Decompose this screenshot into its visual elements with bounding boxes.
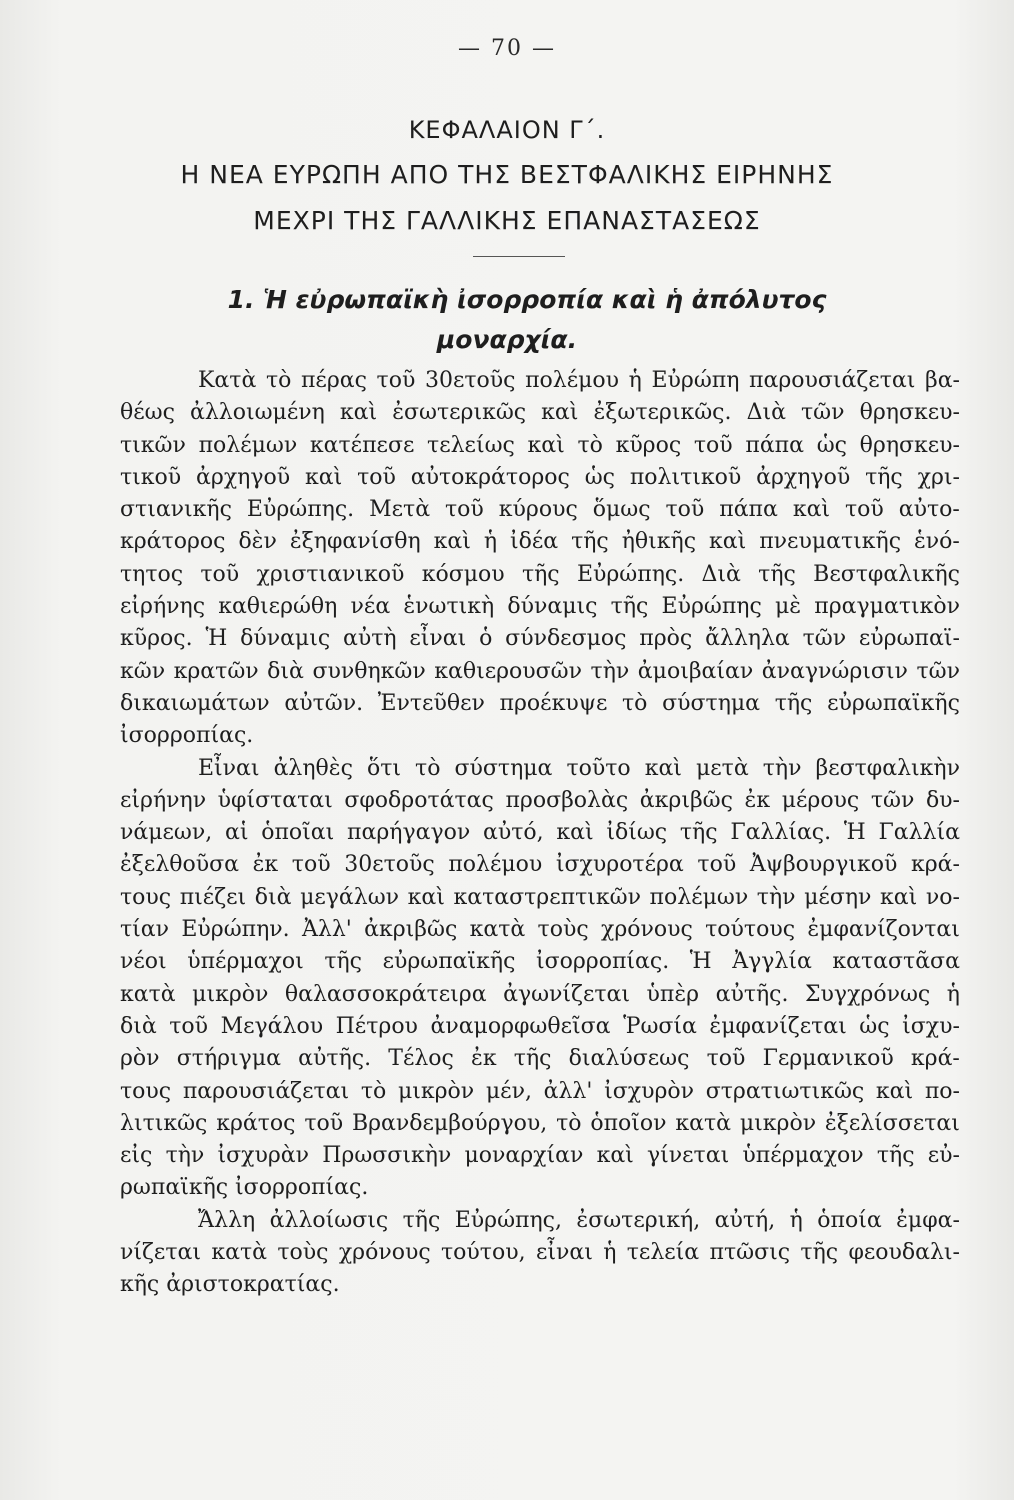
text-line: νίζεται κατὰ τοὺς χρόνους τούτου, εἶναι ἡ τελεία πτῶσις τῆς φεουδαλι- [120, 1240, 960, 1266]
text-line: θέως ἀλλοιωμένη καὶ ἐσωτερικῶς καὶ ἐξωτερικῶς. Διὰ τῶν θρησκευ- [120, 400, 960, 426]
text-line: Κατὰ τὸ πέρας τοῦ 30ετοῦς πολέμου ἡ Εὐρώπη παρουσιάζεται βα- [198, 368, 960, 393]
text-line: ρὸν στήριγμα αὐτῆς. Τέλος ἐκ τῆς διαλύσεως τοῦ Γερμανικοῦ κρά- [120, 1046, 960, 1072]
text-line: τους πιέζει διὰ μεγάλων καὶ καταστρεπτικῶν πολέμων τὴν μέσην καὶ νο- [120, 884, 960, 910]
title-divider [473, 256, 565, 257]
text-line: ρωπαϊκῆς ἰσορροπίας. [120, 1175, 369, 1201]
body-text [120, 365, 960, 1302]
text-line: κῶν κρατῶν διὰ συνθηκῶν καθιερουσῶν τὴν ἀμοιβαίαν ἀναγνώρισιν τῶν [120, 658, 960, 684]
text-line: διὰ τοῦ Μεγάλου Πέτρου ἀναμορφωθεῖσα Ῥωσία ἐμφανίζεται ὡς ἰσχυ- [120, 1013, 960, 1039]
text-line: δικαιωμάτων αὐτῶν. Ἐντεῦθεν προέκυψε τὸ σύστημα τῆς εὐρωπαϊκῆς [120, 690, 960, 716]
text-line: ἰσορροπίας. [120, 723, 254, 749]
chapter-heading: ΚΕΦΑΛΑΙΟΝ Γ΄. [408, 116, 606, 144]
text-line: κράτορος δὲν ἐξηφανίσθη καὶ ἡ ἰδέα τῆς ἠθικῆς καὶ πνευματικῆς ἑνό- [120, 529, 960, 555]
section-heading-line-2: μοναρχία. [436, 325, 578, 354]
text-line: εἰρήνης καθιερώθη νέα ἑνωτικὴ δύναμις τῆς Εὐρώπης μὲ πραγματικὸν [120, 594, 960, 620]
text-line: τίαν Εὐρώπην. Ἀλλ' ἀκριβῶς κατὰ τοὺς χρόνους τούτους ἐμφανίζονται [120, 917, 960, 943]
chapter-title-line-1: Η ΝΕΑ ΕΥΡΩΠΗ ΑΠΟ ΤΗΣ ΒΕΣΤΦΑΛΙΚΗΣ ΕΙΡΗΝΗΣ [180, 160, 834, 189]
text-line: ἐξελθοῦσα ἐκ τοῦ 30ετοῦς πολέμου ἰσχυροτέρα τοῦ Ἀψβουργικοῦ κρά- [120, 852, 960, 878]
text-line: στιανικῆς Εὐρώπης. Μετὰ τοῦ κύρους ὅμως τοῦ πάπα καὶ τοῦ αὐτο- [120, 497, 960, 523]
text-line: εἰρήνην ὑφίσταται σφοδροτάτας προσβολὰς ἀκριβῶς ἐκ μέρους τῶν δυ- [120, 787, 960, 813]
text-line: τητος τοῦ χριστιανικοῦ κόσμου τῆς Εὐρώπης. Διὰ τῆς Βεστφαλικῆς [120, 561, 960, 587]
text-line: λιτικῶς κράτος τοῦ Βρανδεμβούργου, τὸ ὁποῖον κατὰ μικρὸν ἐξελίσσεται [120, 1110, 960, 1136]
section-heading-line-1: 1. Ἡ εὐρωπαϊκὴ ἰσορροπία καὶ ἡ ἀπόλυτος [227, 285, 827, 314]
text-line: Ἄλλη ἀλλοίωσις τῆς Εὐρώπης, ἐσωτερική, αὐτή, ἡ ὁποία ἐμφα- [198, 1207, 960, 1233]
text-line: τους παρουσιάζεται τὸ μικρὸν μέν, ἀλλ' ἰσχυρὸν στρατιωτικῶς καὶ πο- [120, 1078, 960, 1104]
text-line: εἰς τὴν ἰσχυρὰν Πρωσσικὴν μοναρχίαν καὶ γίνεται ὑπέρμαχον τῆς εὐ- [120, 1143, 960, 1169]
text-line: κατὰ μικρὸν θαλασσοκράτειρα ἀγωνίζεται ὑπὲρ αὐτῆς. Συγχρόνως ἡ [120, 981, 960, 1007]
chapter-title-line-2: ΜΕΧΡΙ ΤΗΣ ΓΑΛΛΙΚΗΣ ΕΠΑΝΑΣΤΑΣΕΩΣ [253, 206, 761, 235]
text-line: Εἶναι ἀληθὲς ὅτι τὸ σύστημα τοῦτο καὶ μετὰ τὴν βεστφαλικὴν [198, 755, 960, 781]
text-line: νέοι ὑπέρμαχοι τῆς εὐρωπαϊκῆς ἰσορροπίας. Ἡ Ἀγγλία καταστᾶσα [120, 949, 960, 975]
text-line: τικῶν πολέμων κατέπεσε τελείως καὶ τὸ κῦρος τοῦ πάπα ὡς θρησκευ- [120, 432, 960, 458]
text-line: κῦρος. Ἡ δύναμις αὐτὴ εἶναι ὁ σύνδεσμος πρὸς ἄλληλα τῶν εὐρωπαϊ- [120, 626, 960, 652]
page-number: — 70 — [458, 36, 556, 61]
text-line: τικοῦ ἀρχηγοῦ καὶ τοῦ αὐτοκράτορος ὡς πολιτικοῦ ἀρχηγοῦ τῆς χρι- [120, 464, 960, 490]
text-line: νάμεων, αἱ ὁποῖαι παρήγαγον αὐτό, καὶ ἰδίως τῆς Γαλλίας. Ἡ Γαλλία [120, 820, 960, 846]
text-line: κῆς ἀριστοκρατίας. [120, 1272, 340, 1298]
